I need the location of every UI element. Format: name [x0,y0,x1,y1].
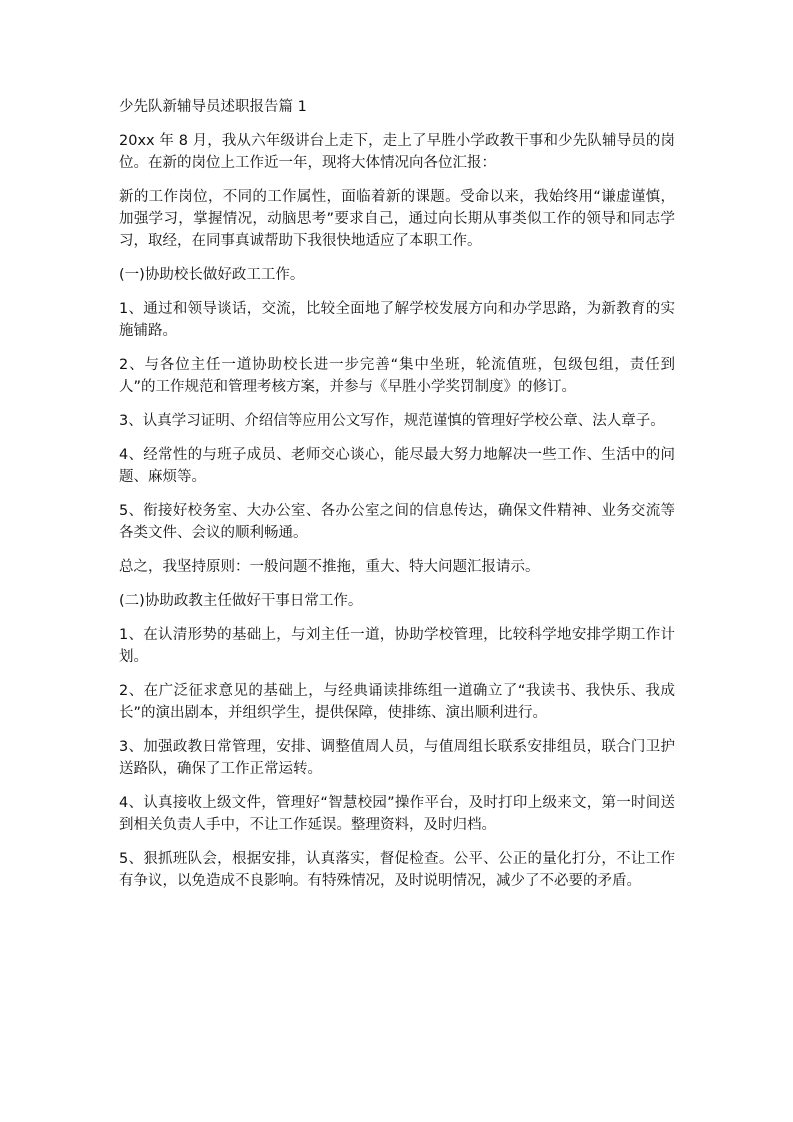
section-heading-1: (一)协助校长做好政工工作。 [119,267,305,283]
list-item: 1、通过和领导谈话，交流，比较全面地了解学校发展方向和办学思路，为新教育的实施铺路。 [119,301,675,339]
list-item: 2、在广泛征求意见的基础上，与经典诵读排练组一道确立了“我读书、我快乐、我成长”的演出剧本，并组织学生，提供保障，使排练、演出顺利进行。 [119,683,675,721]
list-item: 1、在认清形势的基础上，与刘主任一道，协助学校管理，比较科学地安排学期工作计划。 [119,627,675,665]
list-item: 3、加强政教日常管理，安排、调整值周人员，与值周组长联系安排组员，联合门卫护送路队，确保了工作正常运转。 [119,739,675,777]
paragraph-intro: 20xx 年 8 月，我从六年级讲台上走下，走上了早胜小学政教干事和少先队辅导员的岗位。在新的岗位上工作近一年，现将大体情况向各位汇报： [119,133,675,171]
list-item: 5、衔接好校务室、大办公室、各办公室之间的信息传达，确保文件精神、业务交流等各类文件、会议的顺利畅通。 [119,503,675,541]
list-item: 2、与各位主任一道协助校长进一步完善“集中坐班，轮流值班，包级包组，责任到人”的工作规范和管理考核方案，并参与《早胜小学奖罚制度》的修订。 [119,357,675,395]
paragraph-new-role: 新的工作岗位，不同的工作属性，面临着新的课题。受命以来，我始终用“谦虚谨慎，加强学习，掌握情况，动脑思考”要求自己，通过向长期从事类似工作的领导和同志学习，取经，在同事真诚帮助下我很快地适应了本职工作。 [119,189,675,249]
list-item: 4、经常性的与班子成员、老师交心谈心，能尽最大努力地解决一些工作、生活中的问题、麻烦等。 [119,447,675,485]
section-heading-2: (二)协助政教主任做好干事日常工作。 [119,593,363,609]
paragraph-summary: 总之，我坚持原则：一般问题不推拖，重大、特大问题汇报请示。 [119,559,540,575]
list-item: 3、认真学习证明、介绍信等应用公文写作，规范谨慎的管理好学校公章、法人章子。 [119,413,665,429]
document-page [119,96,675,904]
list-item: 5、狠抓班队会，根据安排，认真落实，督促检查。公平、公正的量化打分，不让工作有争议，以免造成不良影响。有特殊情况，及时说明情况，减少了不必要的矛盾。 [119,851,675,889]
document-title: 少先队新辅导员述职报告篇 1 [119,99,307,115]
list-item: 4、认真接收上级文件，管理好“智慧校园”操作平台，及时打印上级来文，第一时间送到相关负责人手中，不让工作延误。整理资料，及时归档。 [119,795,675,833]
